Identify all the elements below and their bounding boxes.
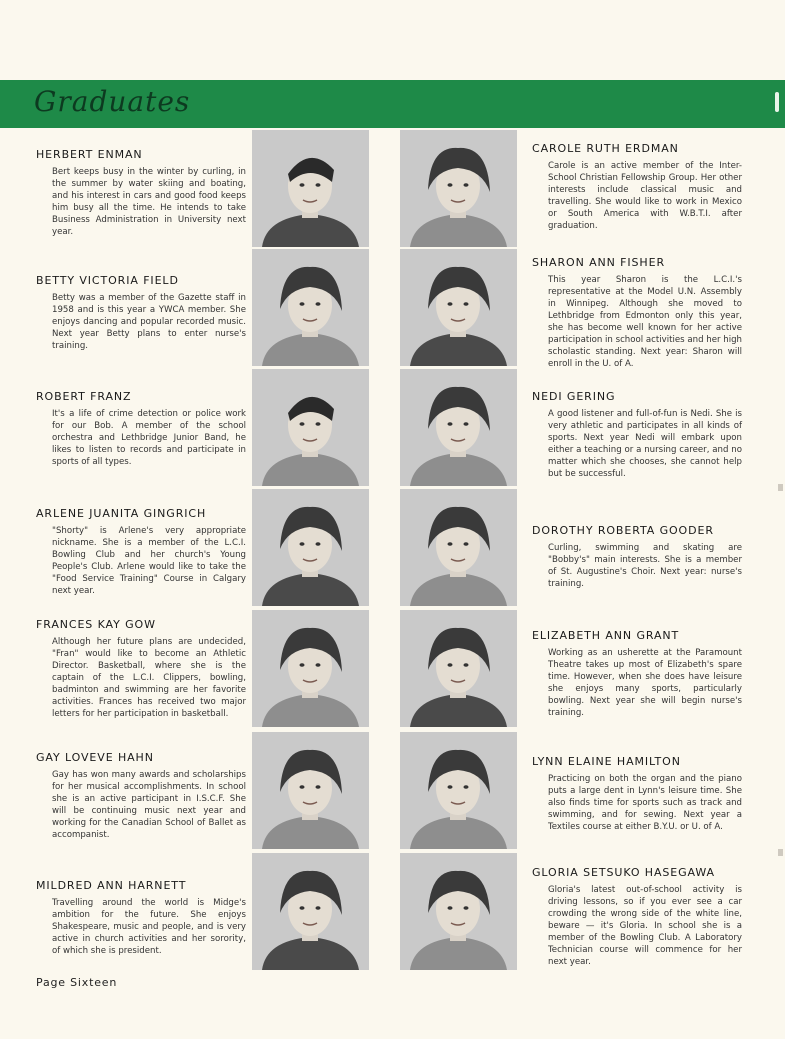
student-portrait bbox=[400, 732, 517, 849]
student-bio: Although her future plans are undecided, "Fran" would like to become an Athletic Director. Basketball, where she is the captain of the L.C.I. Clippers, bowling, badminton and swimming are her favorite activities. Frances has received two major letters for her participation in basketball. bbox=[52, 637, 246, 719]
student-bio: Carole is an active member of the Inter-School Christian Fellowship Group. Her other interests include classical music and travelling. She would like to work in Mexico or South America with W.B.T.I. after graduation. bbox=[548, 161, 742, 231]
student-entry bbox=[36, 879, 246, 957]
student-bio: Gloria's latest out-of-school activity is driving lessons, so if you ever see a car crowding the wrong side of the white line, beware — it's Gloria. In school she is a member of the Bowling Club. A Laboratory Technician course will commence for her next year. bbox=[548, 885, 742, 967]
student-bio: Working as an usherette at the Paramount Theatre takes up most of Elizabeth's spare time. However, when she does have leisure she enjoys many sports, particularly bowling. Next year she will begin nurse's training. bbox=[548, 648, 742, 718]
student-name: ARLENE JUANITA GINGRICH bbox=[36, 507, 207, 520]
student-entry bbox=[36, 507, 246, 597]
student-name: BETTY VICTORIA FIELD bbox=[36, 274, 179, 287]
student-entry bbox=[532, 142, 742, 232]
student-name: DOROTHY ROBERTA GOODER bbox=[532, 524, 714, 537]
student-entry bbox=[36, 274, 246, 352]
student-entry bbox=[36, 148, 246, 238]
student-entry bbox=[36, 751, 246, 841]
student-portrait bbox=[252, 732, 369, 849]
student-portrait bbox=[252, 489, 369, 606]
student-portrait bbox=[400, 249, 517, 366]
student-bio: "Shorty" is Arlene's very appropriate nickname. She is a member of the L.C.I. Bowling Club and her church's Young People's Club. Arlene would like to take the "Food Service Training" Course in Calgary next year. bbox=[52, 526, 246, 596]
page-title: Graduates bbox=[34, 85, 191, 118]
student-entry bbox=[36, 618, 246, 720]
student-bio: It's a life of crime detection or police work for our Bob. A member of the school orchestra and Lethbridge Junior Band, he likes to listen to records and participate in sports of all types. bbox=[52, 409, 246, 467]
student-portrait bbox=[252, 369, 369, 486]
student-entry bbox=[532, 866, 742, 968]
student-entry bbox=[532, 256, 742, 370]
student-entry bbox=[532, 755, 742, 833]
student-name: MILDRED ANN HARNETT bbox=[36, 879, 187, 892]
student-bio: Bert keeps busy in the winter by curling, in the summer by water skiing and boating, and his interest in cars and good food keeps him busy all the time. He intends to take Business Administration in University next year. bbox=[52, 167, 246, 237]
student-name: NEDI GERING bbox=[532, 390, 616, 403]
student-name: ELIZABETH ANN GRANT bbox=[532, 629, 680, 642]
student-bio: Curling, swimming and skating are "Bobby's" main interests. She is a member of St. Augustine's Choir. Next year: nurse's training. bbox=[548, 543, 742, 589]
student-portrait bbox=[400, 610, 517, 727]
page-tab-marker bbox=[775, 92, 779, 112]
student-bio: Practicing on both the organ and the piano puts a large dent in Lynn's leisure time. She also finds time for sports such as track and swimming, and for sewing. Next year a Textiles course at either B.Y.U. or U. of A. bbox=[548, 774, 742, 832]
student-entry bbox=[532, 390, 742, 480]
student-bio: This year Sharon is the L.C.I.'s representative at the Model U.N. Assembly in Winnipeg. Although she moved to Lethbridge from Edmonton only this year, she has become well known for her active participation in school activities and her high scholastic standing. Next year: Sharon will enroll in the U. of A. bbox=[548, 275, 742, 369]
student-name: SHARON ANN FISHER bbox=[532, 256, 666, 269]
student-name: ROBERT FRANZ bbox=[36, 390, 132, 403]
student-portrait bbox=[252, 853, 369, 970]
student-entry bbox=[36, 390, 246, 468]
student-name: FRANCES KAY GOW bbox=[36, 618, 156, 631]
edge-mark bbox=[778, 484, 783, 491]
page-number: Page Sixteen bbox=[36, 976, 118, 989]
student-name: GLORIA SETSUKO HASEGAWA bbox=[532, 866, 715, 879]
student-portrait bbox=[252, 130, 369, 247]
student-portrait bbox=[400, 369, 517, 486]
student-portrait bbox=[400, 489, 517, 606]
student-name: GAY LOVEVE HAHN bbox=[36, 751, 154, 764]
student-name: LYNN ELAINE HAMILTON bbox=[532, 755, 681, 768]
section-banner bbox=[0, 80, 785, 128]
student-portrait bbox=[400, 130, 517, 247]
student-bio: Travelling around the world is Midge's ambition for the future. She enjoys Shakespeare, music and people, and is very active in church activities and her sorority, of which she is president. bbox=[52, 898, 246, 956]
student-bio: A good listener and full-of-fun is Nedi. She is very athletic and participates in all kinds of sports. Next year Nedi will embark upon either a teaching or a nursing career, and no matter which she chooses, she cannot help but be successful. bbox=[548, 409, 742, 479]
student-name: CAROLE RUTH ERDMAN bbox=[532, 142, 679, 155]
student-portrait bbox=[252, 249, 369, 366]
student-name: HERBERT ENMAN bbox=[36, 148, 143, 161]
student-portrait bbox=[252, 610, 369, 727]
student-bio: Gay has won many awards and scholarships for her musical accomplishments. In school she is an active participant in I.S.C.F. She will be continuing music next year and working for the Canadian School of Ballet as accompanist. bbox=[52, 770, 246, 840]
student-bio: Betty was a member of the Gazette staff in 1958 and is this year a YWCA member. She enjoys dancing and popular recorded music. Next year Betty plans to enter nurse's training. bbox=[52, 293, 246, 351]
student-portrait bbox=[400, 853, 517, 970]
student-entry bbox=[532, 524, 742, 590]
edge-mark bbox=[778, 849, 783, 856]
student-entry bbox=[532, 629, 742, 719]
